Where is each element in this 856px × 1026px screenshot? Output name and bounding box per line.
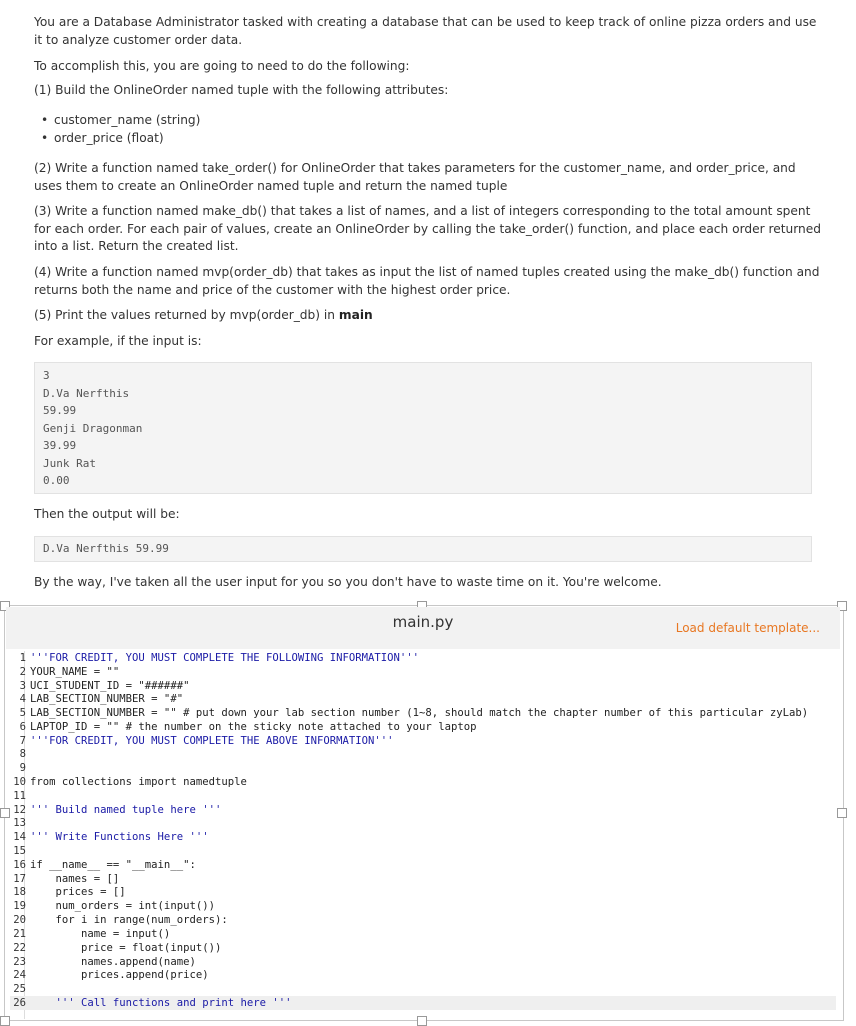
line-number: 3 (19, 680, 26, 692)
example-output-box (34, 536, 812, 562)
editor-header (6, 607, 840, 649)
code-line[interactable] (10, 720, 836, 734)
code-line[interactable] (10, 830, 836, 844)
code-line[interactable] (10, 982, 836, 996)
code-line[interactable] (10, 816, 836, 830)
line-number: 25 (13, 983, 26, 995)
code-text: for i in range(num_orders): (30, 914, 228, 926)
example-input-line: 3 (43, 369, 50, 382)
code-line[interactable] (10, 665, 836, 679)
code-text: from collections import namedtuple (30, 776, 247, 788)
resize-handle[interactable] (417, 1016, 427, 1026)
line-number: 17 (13, 873, 26, 885)
code-line[interactable] (10, 761, 836, 775)
line-number: 23 (13, 956, 26, 968)
code-line[interactable] (10, 899, 836, 913)
code-text: prices = [] (30, 886, 126, 898)
code-text: name = input() (30, 928, 171, 940)
code-text: '''FOR CREDIT, YOU MUST COMPLETE THE ABOVE INFORMATION''' (30, 735, 394, 747)
step-4-paragraph: (4) Write a function named mvp(order_db) that takes as input the list of named tuples created using the make_db() function and returns both the name and price of the customer with the highest order price. (34, 265, 820, 297)
code-text: if __name__ == "__main__": (30, 859, 196, 871)
line-number: 9 (19, 762, 26, 774)
code-text: LAPTOP_ID = "" # the number on the sticky note attached to your laptop (30, 721, 477, 733)
step-5-main: main (338, 308, 373, 322)
code-text: names.append(name) (30, 956, 196, 968)
code-line[interactable] (10, 803, 836, 817)
code-text: UCI_STUDENT_ID = "######" (30, 680, 190, 692)
line-number: 12 (13, 804, 26, 816)
code-line[interactable] (10, 927, 836, 941)
example-input-line: 39.99 (43, 439, 77, 452)
line-number: 21 (13, 928, 26, 940)
example-intro: For example, if the input is: (34, 334, 202, 348)
file-name: main.py (392, 613, 454, 631)
bullet-order-price: • order_price (float) (54, 130, 164, 148)
code-line[interactable] (10, 844, 836, 858)
code-line[interactable] (10, 913, 836, 927)
line-number: 8 (19, 748, 26, 760)
code-line[interactable] (10, 706, 836, 720)
code-line[interactable] (10, 955, 836, 969)
example-input-box (34, 362, 812, 494)
line-number: 19 (13, 900, 26, 912)
resize-handle[interactable] (0, 1016, 10, 1026)
load-default-template-link[interactable]: Load default template... (675, 621, 820, 635)
example-input-line: Genji Dragonman (43, 421, 143, 435)
line-number: 16 (13, 859, 26, 871)
accomplish-paragraph: To accomplish this, you are going to need to do the following: (34, 59, 410, 73)
code-line[interactable] (10, 941, 836, 955)
step-5-text: (5) Print the values returned by mvp(order_db) in (34, 308, 339, 322)
code-line[interactable] (10, 789, 836, 803)
code-text: LAB_SECTION_NUMBER = "#" (30, 693, 184, 705)
resize-handle[interactable] (837, 808, 847, 818)
code-text: YOUR_NAME = "" (30, 666, 120, 678)
example-output-line: D.Va Nerfthis 59.99 (43, 542, 169, 555)
output-intro: Then the output will be: (34, 507, 180, 521)
line-number: 7 (19, 735, 26, 747)
code-line[interactable] (10, 651, 836, 665)
code-line[interactable] (10, 885, 836, 899)
code-text: price = float(input()) (30, 942, 222, 954)
code-text: '''FOR CREDIT, YOU MUST COMPLETE THE FOLLOWING INFORMATION''' (30, 652, 420, 664)
code-text: prices.append(price) (30, 969, 209, 981)
example-input-line: 0.00 (43, 474, 70, 487)
code-text: names = [] (30, 873, 120, 885)
line-number: 10 (13, 776, 26, 788)
line-number: 26 (13, 997, 26, 1009)
line-number: 1 (19, 652, 26, 664)
intro-paragraph: You are a Database Administrator tasked with creating a database that can be used to keep track of online pizza orders and use it to analyze customer order data. (34, 15, 817, 47)
code-text: ''' Write Functions Here ''' (30, 831, 209, 843)
step-2-paragraph: (2) Write a function named take_order() for OnlineOrder that takes parameters for the customer_name, and order_price, and uses them to create an OnlineOrder named tuple and return the named tuple (34, 161, 796, 193)
code-line[interactable] (10, 872, 836, 886)
code-line[interactable] (10, 968, 836, 982)
code-text: LAB_SECTION_NUMBER = "" # put down your lab section number (1~8, should match the chapter number of this particular zyLab) (30, 707, 809, 719)
example-input-line: Junk Rat (43, 456, 96, 470)
code-line[interactable] (10, 747, 836, 761)
step-3-paragraph: (3) Write a function named make_db() that takes a list of names, and a list of integers corresponding to the total amount spent for each order. For each pair of values, create an OnlineOrder by calling the take_order() function, and place each order returned into a list. Return the created list. (34, 204, 821, 253)
code-text: num_orders = int(input()) (30, 900, 215, 912)
code-line[interactable] (10, 734, 836, 748)
line-number: 4 (19, 693, 26, 705)
code-line[interactable] (10, 858, 836, 872)
code-line[interactable] (10, 775, 836, 789)
step-1-paragraph: (1) Build the OnlineOrder named tuple with the following attributes: (34, 83, 449, 97)
line-number: 5 (19, 707, 26, 719)
line-number: 11 (13, 790, 26, 802)
code-text: ''' Call functions and print here ''' (30, 997, 292, 1009)
bullet-customer-name: • customer_name (string) (54, 112, 200, 130)
line-number: 20 (13, 914, 26, 926)
line-number: 2 (19, 666, 26, 678)
example-input-line: D.Va Nerfthis (43, 386, 130, 400)
line-number: 22 (13, 942, 26, 954)
line-number: 15 (13, 845, 26, 857)
line-number: 6 (19, 721, 26, 733)
example-input-line: 59.99 (43, 404, 77, 417)
line-number: 18 (13, 886, 26, 898)
line-number: 13 (13, 817, 26, 829)
step-5-paragraph (34, 307, 373, 325)
code-line[interactable] (10, 679, 836, 693)
code-line[interactable] (10, 692, 836, 706)
resize-handle[interactable] (0, 808, 10, 818)
line-number: 14 (13, 831, 26, 843)
code-text: ''' Build named tuple here ''' (30, 804, 222, 816)
line-number: 24 (13, 969, 26, 981)
code-line[interactable] (10, 996, 836, 1010)
closing-paragraph: By the way, I've taken all the user input for you so you don't have to waste time on it. You're welcome. (34, 575, 662, 589)
